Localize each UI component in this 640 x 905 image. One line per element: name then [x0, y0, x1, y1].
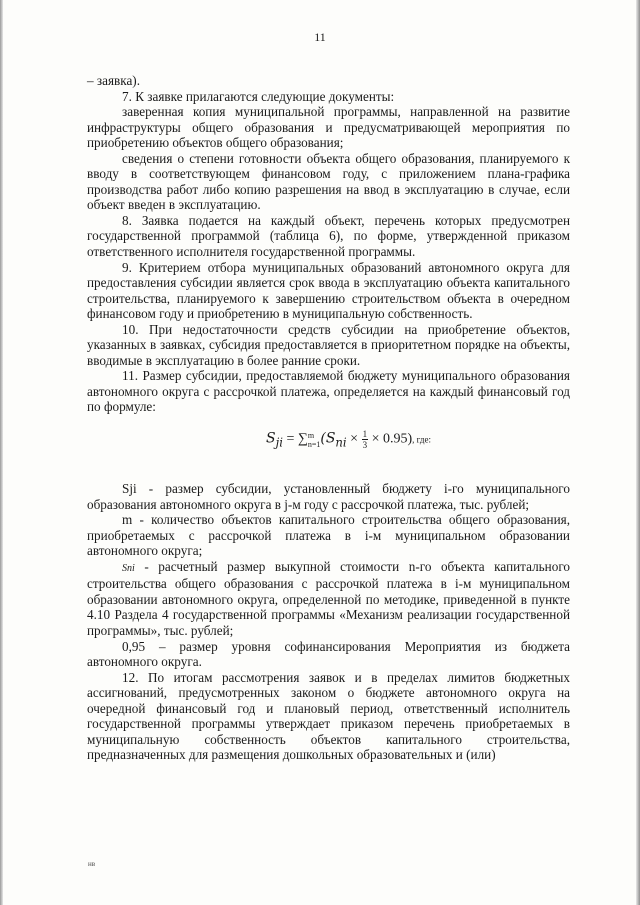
- page-number: 11: [314, 30, 326, 44]
- document-body: [87, 73, 570, 763]
- paragraph-9: 9. Критерием отбора муниципальных образований автономного округа для предоставления субсидии является срок ввода в эксплуатацию объекта капитального строительства, планируемого к завершению строительством объекта в очередном финансовом году и приобретению в муниципальную собственность.: [87, 259, 570, 322]
- definition-m: m - количество объектов капитального строительства общего образования, приобретаемых с рассрочкой платежа в i-м муниципальном образовании автономного округа;: [87, 512, 570, 559]
- formula-lhs: S: [266, 430, 276, 447]
- formula-body-open: (S: [320, 430, 336, 447]
- definition-sji: Sji - размер субсидии, установленный бюджету i-го муниципального образования автономного округа в j-м году с рассрочкой платежа, тыс. рублей;: [87, 481, 570, 512]
- scan-edge-right: [636, 0, 640, 905]
- formula-eq: =: [282, 431, 298, 447]
- paragraph-12: 12. По итогам рассмотрения заявок и в пределах лимитов бюджетных ассигнований, предусмотренных законом о бюджете автономного округа на очередной финансовый год и плановый период, ответственный исполнитель государственной программы утверждает приказом перечень приобретаемых в муниципальную собственность объектов капитального строительства, предназначенных для размещения дошкольных образовательных и (или): [87, 669, 570, 763]
- subsidy-formula: [87, 429, 570, 469]
- paragraph-7-item-2: сведения о степени готовности объекта общего образования, планируемого к вводу в соответствующем финансовом году, с приложением плана-графика производства работ либо копию разрешения на ввод в эксплуатацию в случае, если объект введен в эксплуатацию.: [87, 150, 570, 213]
- definition-sni-symbol: Sni: [122, 562, 135, 574]
- definition-sni: [87, 559, 570, 639]
- paragraph-8: 8. Заявка подается на каждый объект, перечень которых предусмотрен государственной программой (таблица 6), по форме, утвержденной приказом ответственного исполнителя государственной программы.: [87, 212, 570, 260]
- formula-frac-den: 3: [362, 440, 368, 451]
- paragraph-11: 11. Размер субсидии, предоставляемой бюджету муниципального образования автономного округа с рассрочкой платежа, определяется на каждый финансовый год по формуле:: [87, 368, 570, 415]
- formula-sum: ∑: [297, 431, 308, 447]
- formula-frac-num: 1: [362, 429, 368, 440]
- paragraph-7: 7. К заявке прилагаются следующие документы:: [122, 88, 395, 104]
- footer-mark: нв: [88, 860, 96, 868]
- formula-times-2: × 0.95): [368, 431, 413, 447]
- formula-sum-bottom: n=1: [307, 439, 321, 449]
- formula-lhs-sub: ji: [275, 435, 283, 450]
- definition-095: 0,95 – размер уровня софинансирования Мероприятия из бюджета автономного округа.: [87, 638, 570, 670]
- formula-where: , где:: [412, 434, 431, 445]
- paragraph-continuation: – заявка).: [87, 73, 140, 88]
- formula-times-1: ×: [346, 431, 362, 447]
- definition-sni-text: - расчетный размер выкупной стоимости n-го объекта капитального строительства общего образования с рассрочкой платежа в i-м муниципальном образовании автономного округа, определенной по методике, приведенной в пункте 4.10 Раздела 4 государственной программы «Механизм реализации государственной программы», тыс. рублей;: [87, 558, 570, 638]
- scan-edge-left: [0, 0, 3, 905]
- paragraph-7-item-1: заверенная копия муниципальной программы, направленной на развитие инфраструктуры общего образования и предусматривающей мероприятия по приобретению объектов общего образования;: [87, 104, 570, 151]
- formula-sum-top: m: [307, 430, 315, 440]
- formula-body-sub: ni: [335, 435, 347, 450]
- paragraph-10: 10. При недостаточности средств субсидии на приобретение объектов, указанных в заявках, субсидия предоставляется в приоритетном порядке на объекты, вводимые в эксплуатацию в более ранние сроки.: [87, 321, 570, 368]
